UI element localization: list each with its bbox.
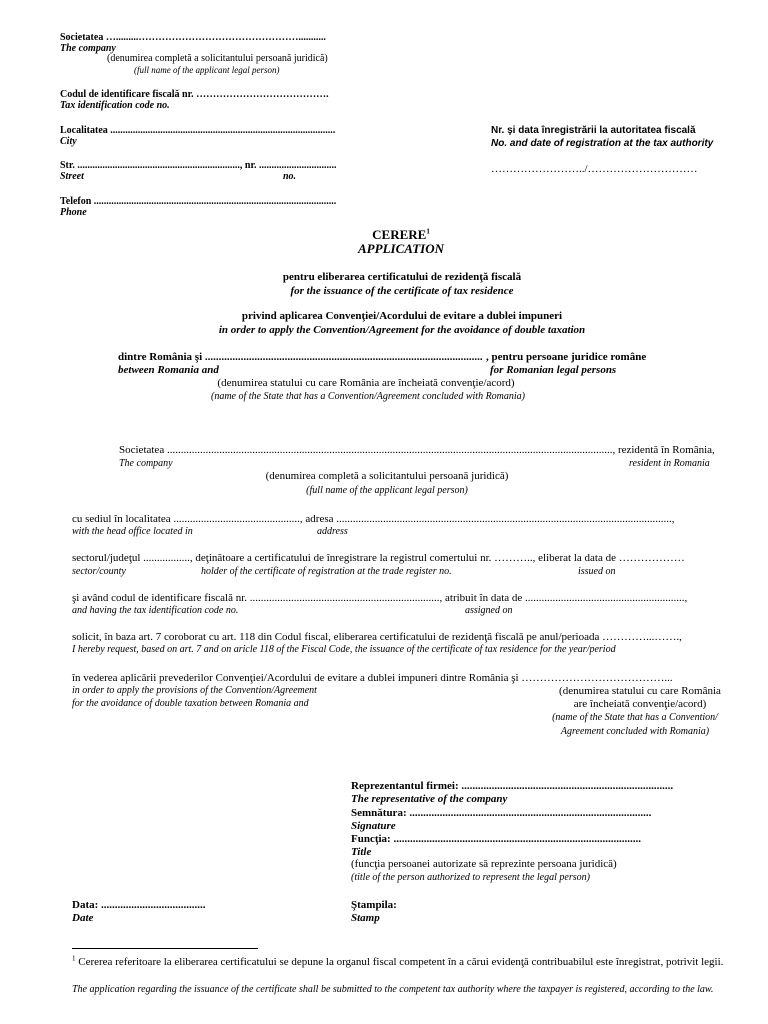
body-convention-en-2: for the avoidance of double taxation between Romania and bbox=[72, 698, 309, 709]
stamp-label: Ştampila: bbox=[351, 899, 397, 911]
body-headoffice-line: cu sediul în localitatea .............................................., adresa .........................................................................................................................., bbox=[72, 513, 675, 525]
between-en-right: for Romanian legal persons bbox=[490, 364, 617, 376]
company-desc-ro: (denumirea completă a solicitantului persoană juridică) bbox=[107, 53, 328, 64]
between-desc-en: (name of the State that has a Convention/Agreement concluded with Romania) bbox=[210, 391, 526, 402]
body-request-en: I hereby request, based on art. 7 and on aricle 118 of the Fiscal Code, the issuance of the certificate of tax residence for the year/period bbox=[72, 644, 616, 655]
body-state-desc-en-1: (name of the State that has a Convention/ bbox=[552, 712, 718, 723]
company-label-en: The company bbox=[60, 43, 116, 54]
between-desc-ro: (denumirea statului cu care România are încheiată convenţie/acord) bbox=[217, 377, 515, 389]
convention-en: in order to apply the Convention/Agreement for the avoidance of double taxation bbox=[218, 324, 586, 336]
body-taxcode-line: şi având codul de identificare fiscală nr. ....................................................................., atribuit în data de .........................................................., bbox=[72, 592, 688, 604]
function-line: Funcţia: .......................................................................................... bbox=[351, 833, 641, 845]
signature-line: Semnătura: ........................................................................................ bbox=[351, 807, 652, 819]
stamp-en: Stamp bbox=[351, 912, 380, 924]
footnote-en: The application regarding the issuance of the certificate shall be submitted to the competent tax authority where the taxpayer is registered, according to the law. bbox=[72, 984, 714, 995]
title-en: APPLICATION bbox=[358, 241, 444, 256]
taxcode-line: Codul de identificare fiscală nr. …………………………………. bbox=[60, 89, 329, 100]
footnote-divider bbox=[72, 948, 258, 949]
convention-ro: privind aplicarea Convenţiei/Acordului de evitare a dublei impuneri bbox=[241, 310, 563, 322]
body-state-desc-ro-1: (denumirea statului cu care România bbox=[559, 685, 721, 697]
body-resident-en: resident in Romania bbox=[629, 458, 710, 469]
purpose-en: for the issuance of the certificate of tax residence bbox=[290, 285, 514, 297]
street-line: Str. ................................................................., nr. ............................... bbox=[60, 160, 337, 171]
phone-label-en: Phone bbox=[60, 207, 87, 218]
representative-line: Reprezentantul firmei: ............................................................................. bbox=[351, 780, 674, 792]
between-en-left: between Romania and bbox=[118, 364, 219, 376]
body-company-desc-ro: (denumirea completă a solicitantului persoană juridică) bbox=[265, 470, 509, 482]
taxcode-label-en: Tax identification code no. bbox=[60, 100, 170, 111]
body-issued-en: issued on bbox=[578, 566, 616, 577]
no-label-en: no. bbox=[283, 171, 297, 182]
title-ro: CERERE$^1$ bbox=[372, 227, 430, 242]
company-desc-en: (full name of the applicant legal person) bbox=[134, 65, 280, 75]
representative-en: The representative of the company bbox=[351, 793, 508, 805]
city-line: Localitatea .......................................................................................... bbox=[60, 125, 336, 136]
registration-dots: ……………………../………………………… bbox=[491, 163, 698, 175]
city-label-en: City bbox=[60, 136, 77, 147]
body-state-desc-en-2: Agreement concluded with Romania) bbox=[560, 726, 710, 737]
body-holder-en: holder of the certificate of registration at the trade register no. bbox=[201, 566, 452, 577]
body-convention-line: în vederea aplicării prevederilor Convenţiei/Acordului de evitare a dublei impuneri dintre România şi …………………………………... bbox=[72, 672, 673, 684]
function-desc-ro: (funcţia persoanei autorizate să reprezinte persoana juridică) bbox=[351, 858, 617, 870]
body-assigned-en: assigned on bbox=[465, 605, 513, 616]
body-request-line: solicit, în baza art. 7 coroborat cu art. 118 din Codul fiscal, eliberarea certificatului de rezidenţă fiscală pe anul/perioada …………...……., bbox=[72, 631, 682, 643]
footnote-ro: $^1$ Cererea referitoare la eliberarea certificatului se depune la organul fiscal competent în a cărui evidenţă contribuabilul este înregistrat, potrivit legii. bbox=[72, 954, 724, 968]
body-headoffice-en: with the head office located in bbox=[72, 526, 193, 537]
body-company-en: The company bbox=[119, 458, 173, 469]
between-ro-right: , pentru persoane juridice române bbox=[486, 351, 647, 363]
purpose-ro: pentru eliberarea certificatului de rezidenţă fiscală bbox=[282, 271, 522, 283]
between-ro-left: dintre România şi ..................................................................................................... bbox=[118, 351, 483, 363]
body-sector-en: sector/county bbox=[72, 566, 126, 577]
function-desc-en: (title of the person authorized to represent the legal person) bbox=[351, 872, 590, 883]
body-convention-en-1: in order to apply the provisions of the Convention/Agreement bbox=[72, 685, 317, 696]
company-line: Societatea ….........…………………………………………........... bbox=[60, 32, 326, 43]
body-sector-line: sectorul/judeţul ................., deţinătoare a certificatului de înregistrare la registrul comertului nr. ……….., eliberat la data de ……………… bbox=[72, 552, 685, 564]
signature-en: Signature bbox=[351, 820, 396, 832]
registration-label-en: No. and date of registration at the tax authority bbox=[491, 138, 714, 149]
function-en: Title bbox=[351, 846, 372, 858]
date-line: Data: ...................................... bbox=[72, 899, 206, 911]
phone-line: Telefon ................................................................................................. bbox=[60, 196, 337, 207]
date-en: Date bbox=[72, 912, 94, 924]
body-state-desc-ro-2: are încheiată convenţie/acord) bbox=[573, 698, 707, 710]
registration-label-ro: Nr. şi data înregistrării la autoritatea fiscală bbox=[491, 125, 696, 136]
body-taxcode-en: and having the tax identification code no. bbox=[72, 605, 239, 616]
body-address-en: address bbox=[317, 526, 348, 537]
body-company-desc-en: (full name of the applicant legal person) bbox=[306, 485, 468, 496]
street-label-en: Street bbox=[60, 171, 84, 182]
body-company-line: Societatea .................................................................................................................................................................., rezidentă în România, bbox=[119, 444, 715, 456]
